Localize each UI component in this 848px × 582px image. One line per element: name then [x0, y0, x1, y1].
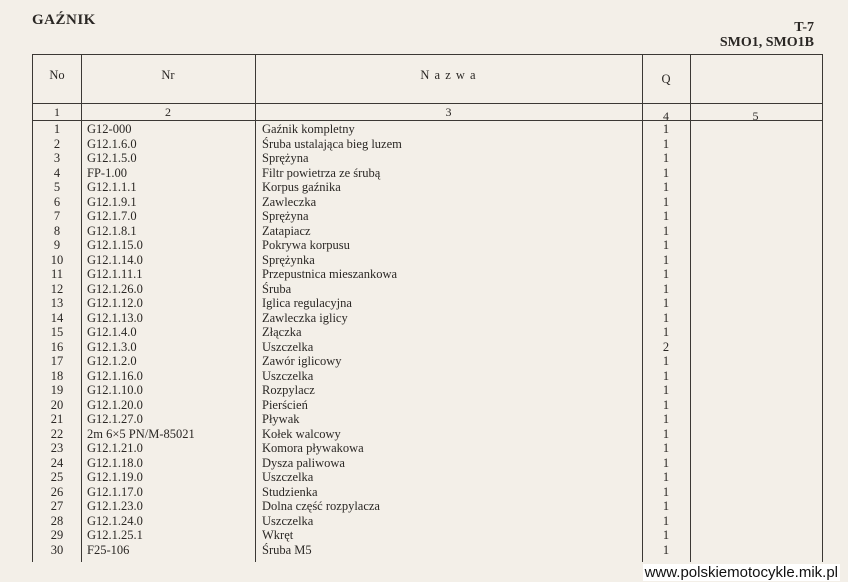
- cell-nr: G12.1.19.0: [87, 470, 143, 484]
- cell-q: 1: [662, 513, 670, 528]
- cell-q: 1: [662, 122, 670, 136]
- cell-q: 1: [662, 296, 670, 310]
- cell-no: 25: [50, 470, 64, 484]
- table-row: [33, 499, 822, 514]
- cell-nr: G12.1.1.1: [87, 180, 137, 194]
- cell-name: Gaźnik kompletny: [262, 122, 355, 136]
- header-nr: Nr: [161, 68, 175, 82]
- page-header-right: [720, 20, 814, 50]
- source-url[interactable]: www.polskiemotocykle.mik.pl: [644, 564, 838, 581]
- cell-name: Uszczelka: [262, 339, 314, 354]
- cell-no: 17: [50, 354, 64, 368]
- colnum-3: 3: [445, 105, 452, 119]
- cell-q: 1: [662, 470, 670, 484]
- cell-no: 1: [53, 122, 61, 136]
- parts-table: [32, 54, 823, 562]
- cell-q: 1: [662, 151, 670, 165]
- cell-q: 1: [662, 412, 670, 426]
- cell-no: 18: [50, 368, 64, 383]
- table-row: [33, 470, 822, 485]
- cell-no: 21: [50, 412, 64, 426]
- cell-no: 5: [53, 180, 61, 194]
- cell-nr: G12.1.25.1: [87, 528, 143, 542]
- cell-no: 24: [50, 455, 64, 470]
- cell-q: 1: [662, 484, 670, 499]
- cell-name: Wkręt: [262, 528, 294, 542]
- cell-name: Uszczelka: [262, 470, 314, 484]
- cell-q: 1: [662, 310, 670, 325]
- table-row: [33, 238, 822, 253]
- cell-name: Uszczelka: [262, 513, 314, 528]
- cell-q: 1: [662, 165, 670, 180]
- header-no: No: [49, 68, 65, 82]
- cell-name: Śruba M5: [262, 542, 312, 557]
- header-separator: [33, 103, 822, 104]
- cell-name: Korpus gaźnika: [262, 180, 341, 194]
- cell-nr: G12.1.13.0: [87, 310, 143, 325]
- cell-name: Zatapiacz: [262, 223, 311, 238]
- cell-nr: G12.1.4.0: [87, 325, 137, 339]
- cell-nr: F25-106: [87, 542, 130, 557]
- cell-name: Pływak: [262, 412, 300, 426]
- cell-nr: G12.1.27.0: [87, 412, 143, 426]
- cell-name: Sprężyna: [262, 151, 309, 165]
- cell-q: 1: [662, 238, 670, 252]
- cell-name: Iglica regulacyjna: [262, 296, 352, 310]
- body-separator: [33, 120, 822, 121]
- cell-nr: G12.1.5.0: [87, 151, 137, 165]
- cell-nr: G12.1.14.0: [87, 252, 143, 267]
- cell-no: 7: [53, 209, 61, 223]
- colnum-2: 2: [165, 105, 171, 119]
- cell-no: 19: [50, 383, 64, 397]
- cell-q: 1: [662, 180, 670, 194]
- page-title: GAŹNIK: [32, 12, 96, 28]
- cell-nr: G12.1.21.0: [87, 441, 143, 455]
- table-row: [33, 209, 822, 224]
- cell-nr: G12.1.12.0: [87, 296, 143, 310]
- cell-no: 2: [53, 136, 61, 151]
- cell-q: 1: [662, 383, 670, 397]
- cell-nr: G12.1.2.0: [87, 354, 137, 368]
- table-row: [33, 311, 822, 326]
- cell-q: 1: [662, 542, 670, 557]
- cell-nr: G12-000: [87, 122, 132, 136]
- table-row: [33, 412, 822, 427]
- cell-no: 12: [50, 281, 64, 296]
- table-row: [33, 441, 822, 456]
- colnum-5: 5: [752, 109, 759, 123]
- cell-q: 1: [662, 223, 670, 238]
- cell-name: Śruba ustalająca bieg luzem: [262, 136, 402, 151]
- cell-name: Śruba: [262, 281, 292, 296]
- table-row: [33, 514, 822, 529]
- cell-q: 1: [662, 426, 670, 441]
- cell-no: 6: [53, 194, 61, 209]
- cell-name: Komora pływakowa: [262, 441, 364, 455]
- cell-q: 1: [662, 252, 670, 267]
- cell-no: 22: [50, 426, 64, 441]
- cell-q: 1: [662, 194, 670, 209]
- table-row: [33, 282, 822, 297]
- cell-name: Zawleczka: [262, 194, 317, 209]
- cell-q: 1: [662, 325, 670, 339]
- cell-q: 1: [662, 455, 670, 470]
- cell-name: Sprężynka: [262, 252, 315, 267]
- header-q: Q: [661, 72, 671, 86]
- cell-no: 30: [50, 542, 64, 557]
- table-row: [33, 195, 822, 210]
- cell-no: 14: [50, 310, 64, 325]
- cell-nr: G12.1.7.0: [87, 209, 137, 223]
- cell-name: Kołek walcowy: [262, 426, 341, 441]
- cell-q: 2: [662, 339, 670, 354]
- cell-nr: G12.1.9.1: [87, 194, 137, 209]
- table-row: [33, 325, 822, 340]
- cell-name: Uszczelka: [262, 368, 314, 383]
- page-code: T-7: [794, 20, 814, 35]
- cell-nr: G12.1.11.1: [87, 267, 143, 281]
- table-row: [33, 151, 822, 166]
- cell-nr: G12.1.8.1: [87, 223, 137, 238]
- cell-nr: G12.1.6.0: [87, 136, 137, 151]
- cell-name: Rozpylacz: [262, 383, 315, 397]
- cell-nr: G12.1.10.0: [87, 383, 143, 397]
- cell-name: Dysza paliwowa: [262, 455, 345, 470]
- cell-name: Zawleczka iglicy: [262, 310, 348, 325]
- cell-no: 10: [50, 252, 64, 267]
- cell-no: 13: [50, 296, 64, 310]
- table-row: [33, 224, 822, 239]
- table-row: [33, 485, 822, 500]
- table-row: [33, 267, 822, 282]
- table-row: [33, 137, 822, 152]
- table-row: [33, 398, 822, 413]
- cell-no: 28: [50, 513, 64, 528]
- cell-q: 1: [662, 397, 670, 412]
- cell-nr: G12.1.23.0: [87, 499, 143, 513]
- table-row: [33, 166, 822, 181]
- cell-name: Pokrywa korpusu: [262, 238, 350, 252]
- header-name: N a z w a: [420, 68, 477, 82]
- cell-nr: G12.1.20.0: [87, 397, 143, 412]
- cell-no: 8: [53, 223, 61, 238]
- cell-no: 9: [53, 238, 61, 252]
- table-row: [33, 253, 822, 268]
- cell-name: Dolna część rozpylacza: [262, 499, 380, 513]
- cell-name: Złączka: [262, 325, 302, 339]
- cell-q: 1: [662, 441, 670, 455]
- cell-nr: G12.1.26.0: [87, 281, 143, 296]
- table-row: [33, 427, 822, 442]
- table-row: [33, 528, 822, 543]
- table-row: [33, 180, 822, 195]
- cell-name: Studzienka: [262, 484, 318, 499]
- cell-q: 1: [662, 209, 670, 223]
- cell-q: 1: [662, 499, 670, 513]
- cell-nr: G12.1.15.0: [87, 238, 143, 252]
- cell-nr: G12.1.17.0: [87, 484, 143, 499]
- cell-name: Pierścień: [262, 397, 308, 412]
- cell-q: 1: [662, 281, 670, 296]
- cell-no: 16: [50, 339, 64, 354]
- cell-no: 20: [50, 397, 64, 412]
- table-row: [33, 296, 822, 311]
- cell-no: 11: [50, 267, 64, 281]
- cell-q: 1: [662, 368, 670, 383]
- table-row: [33, 383, 822, 398]
- cell-name: Filtr powietrza ze śrubą: [262, 165, 381, 180]
- cell-no: 29: [50, 528, 64, 542]
- cell-nr: G12.1.16.0: [87, 368, 143, 383]
- cell-name: Przepustnica mieszankowa: [262, 267, 398, 281]
- table-row: [33, 369, 822, 384]
- cell-name: Zawór iglicowy: [262, 354, 342, 368]
- cell-q: 1: [662, 136, 670, 151]
- cell-q: 1: [662, 528, 670, 542]
- table-row: [33, 354, 822, 369]
- table-row: [33, 340, 822, 355]
- cell-no: 4: [53, 165, 61, 180]
- table-row: [33, 122, 822, 137]
- cell-no: 3: [53, 151, 61, 165]
- colnum-4: 4: [663, 109, 669, 123]
- cell-nr: 2m 6×5 PN/M-85021: [87, 426, 195, 441]
- cell-no: 26: [50, 484, 64, 499]
- table-row: [33, 456, 822, 471]
- cell-name: Sprężyna: [262, 209, 309, 223]
- cell-q: 1: [662, 267, 670, 281]
- table-row: [33, 543, 822, 558]
- cell-nr: G12.1.24.0: [87, 513, 143, 528]
- colnum-1: 1: [54, 105, 60, 119]
- cell-nr: G12.1.3.0: [87, 339, 137, 354]
- cell-nr: FP-1.00: [87, 165, 127, 180]
- cell-no: 27: [50, 499, 64, 513]
- cell-no: 15: [50, 325, 64, 339]
- cell-no: 23: [50, 441, 64, 455]
- cell-q: 1: [662, 354, 670, 368]
- cell-nr: G12.1.18.0: [87, 455, 143, 470]
- model-codes: SMO1, SMO1B: [719, 35, 814, 50]
